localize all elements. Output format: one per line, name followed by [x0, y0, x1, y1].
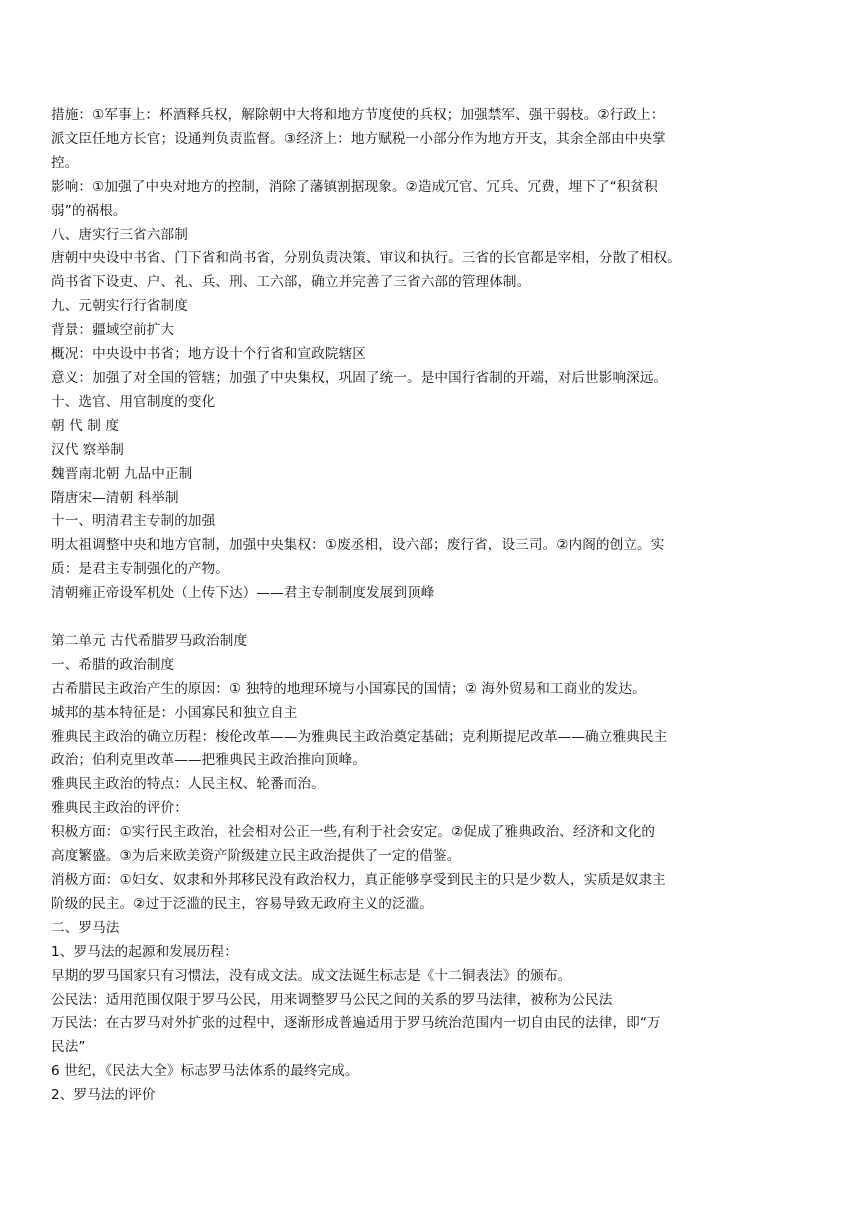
section-heading: 十、选官、用官制度的变化: [51, 393, 216, 410]
text-line: 措施：①军事上：杯酒释兵权，解除朝中大将和地方节度使的兵权；加强禁军、强干弱枝。②行政上：: [51, 107, 665, 123]
text-line: 弱”的祸根。: [51, 202, 127, 219]
text-line: 控。: [51, 154, 79, 171]
table-row-line: 隋唐宋—清朝 科举制: [51, 489, 179, 506]
unit-heading: 第二单元 古代希腊罗马政治制度: [51, 632, 248, 649]
text-line: 影响：①加强了中央对地方的控制，消除了藩镇割据现象。②造成冗官、冗兵、冗费，埋下了“积贫积: [51, 178, 658, 195]
text-line: 质：是君主专制强化的产物。: [51, 561, 230, 578]
table-row-line: 魏晋南北朝 九品中正制: [51, 465, 193, 482]
text-line: 民法”: [51, 1039, 86, 1056]
text-line: 雅典民主政治的评价：: [51, 800, 188, 817]
table-header-line: 朝 代 制 度: [51, 417, 120, 434]
text-line: 古希腊民主政治产生的原因：① 独特的地理环境与小国寡民的国情；② 海外贸易和工商业的发达。: [51, 680, 646, 697]
text-line: 政治；伯利克里改革——把雅典民主政治推向顶峰。: [51, 752, 366, 769]
text-line: 派文臣任地方长官；设通判负责监督。③经济上：地方赋税一小部分作为地方开支，其余全部由中央掌: [51, 130, 666, 147]
section-heading: 九、元朝实行行省制度: [51, 298, 188, 315]
text-line: 尚书省下设吏、户、礼、兵、刑、工六部，确立并完善了三省六部的管理体制。: [51, 274, 531, 291]
subsection-heading: 1、罗马法的起源和发展历程：: [51, 943, 238, 960]
text-line: 城邦的基本特征是：小国寡民和独立自主: [51, 704, 298, 721]
text-line: 早期的罗马国家只有习惯法，没有成文法。成文法诞生标志是《十二铜表法》的颁布。: [51, 967, 572, 984]
document-page: [51, 104, 741, 1108]
subsection-heading: 2、罗马法的评价: [51, 1087, 156, 1104]
section-heading: 一、希腊的政治制度: [51, 656, 175, 673]
section-heading: 八、唐实行三省六部制: [51, 226, 188, 243]
text-line: 背景：疆域空前扩大: [51, 322, 175, 339]
table-row-line: 汉代 察举制: [51, 441, 124, 458]
text-line: 概况：中央设中书省；地方设十个行省和宣政院辖区: [51, 346, 366, 363]
text-line: 消极方面：①妇女、奴隶和外邦移民没有政治权力，真正能够享受到民主的只是少数人，实质是奴隶主: [51, 871, 666, 888]
text-line: 清朝雍正帝设军机处（上传下达）——君主专制制度发展到顶峰: [51, 585, 435, 602]
text-line: 明太祖调整中央和地方官制，加强中央集权：①废丞相，设六部；废行省，设三司。②内阁的创立。实: [51, 537, 665, 554]
text-line: 阶级的民主。②过于泛滥的民主，容易导致无政府主义的泛滥。: [51, 895, 434, 912]
section-heading: 二、罗马法: [51, 919, 120, 936]
text-line: 6 世纪，《民法大全》标志罗马法体系的最终完成。: [51, 1063, 359, 1080]
text-line: 意义：加强了对全国的管辖；加强了中央集权，巩固了统一。是中国行省制的开端，对后世影响深远。: [51, 369, 668, 386]
text-line: 雅典民主政治的特点：人民主权、轮番而治。: [51, 776, 325, 793]
section-heading: 十一、明清君主专制的加强: [51, 513, 216, 530]
text-line: 积极方面：①实行民主政治，社会相对公正一些,有利于社会安定。②促成了雅典政治、经济和文化的: [51, 824, 656, 841]
text-line: 唐朝中央设中书省、门下省和尚书省，分别负责决策、审议和执行。三省的长官都是宰相，分散了相权。: [51, 250, 681, 267]
text-line: 万民法：在古罗马对外扩张的过程中，逐渐形成普遍适用于罗马统治范围内一切自由民的法律，即“万: [51, 1015, 661, 1032]
text-line: 雅典民主政治的确立历程：梭伦改革——为雅典民主政治奠定基础；克利斯提尼改革——确立雅典民主: [51, 728, 668, 745]
text-line: 公民法：适用范围仅限于罗马公民，用来调整罗马公民之间的关系的罗马法律，被称为公民法: [51, 991, 613, 1008]
blank-line: [51, 606, 741, 630]
text-line: 高度繁盛。③为后来欧美资产阶级建立民主政治提供了一定的借鉴。: [51, 848, 461, 865]
